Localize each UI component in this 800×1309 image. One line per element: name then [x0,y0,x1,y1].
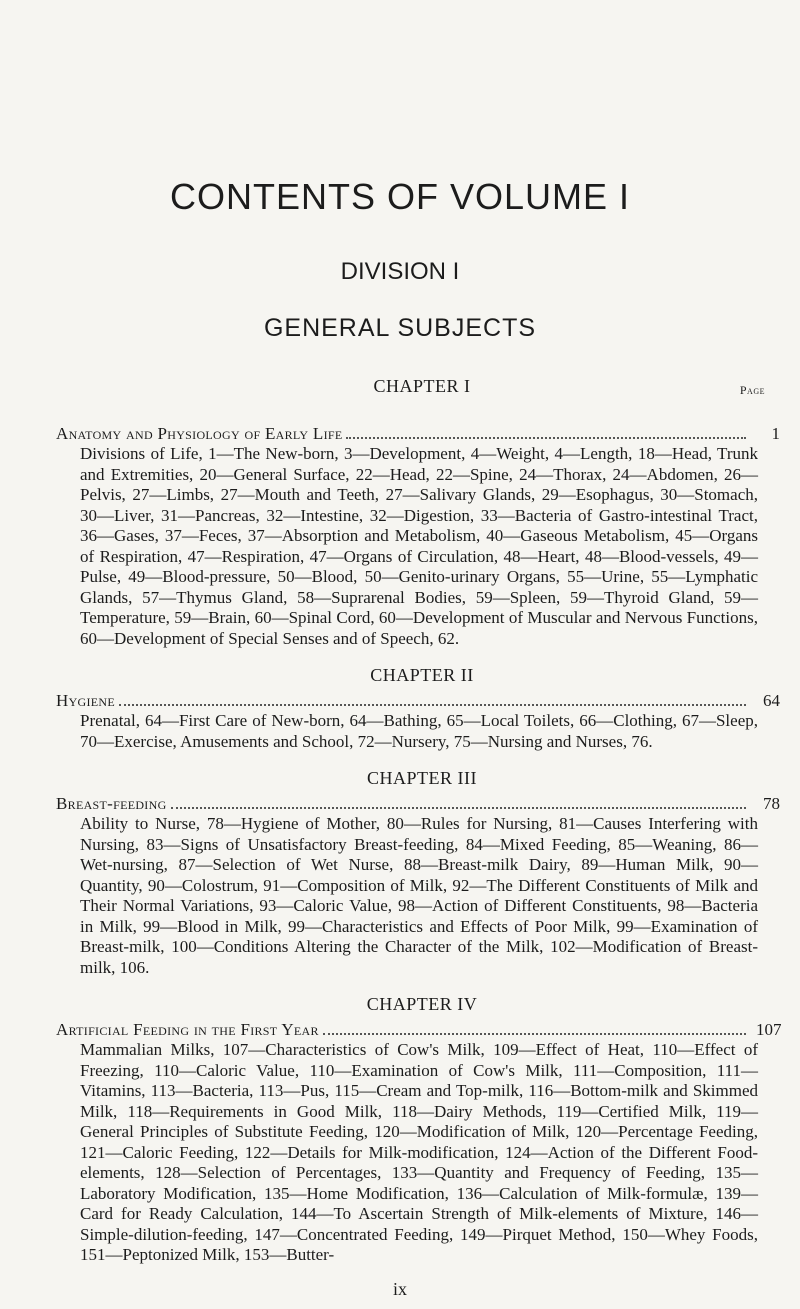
page-column-label: Page [739,383,765,397]
toc-entry[interactable] [56,424,780,444]
entry-title: Artificial Feeding in the First Year [56,1020,319,1039]
dot-leader [119,704,746,706]
chapter-heading: CHAPTER I [373,376,471,396]
chapter-1 [56,374,780,649]
dot-leader [323,1033,746,1035]
toc-entry[interactable] [56,691,780,711]
dot-leader [346,437,746,439]
chapter-heading: CHAPTER III [367,768,477,788]
entry-page-number: 78 [763,794,780,813]
chapter-2 [56,663,780,752]
entry-description: Prenatal, 64—First Care of New-born, 64—Bathing, 65—Local Toilets, 66—Clothing, 67—Sleep, 70—Exercise, Amusements and School, 72—Nursery, 75—Nursing and Nurses, 76. [80,711,758,751]
entry-title: Anatomy and Physiology of Early Life [56,424,343,443]
chapter-heading: CHAPTER II [370,665,474,685]
entry-description: Divisions of Life, 1—The New-born, 3—Development, 4—Weight, 4—Length, 18—Head, Trunk and Extremities, 20—General Surface, 22—Head, 22—Spine, 24—Thorax, 24—Abdomen, 26—Pelvis, 27—Limbs, 27—Mouth and Teeth, 27—Salivary Glands, 29—Esophagus, 30—Stomach, 30—Liver, 31—Pancreas, 32—Intestine, 32—Digestion, 33—Bacteria of Gastro-intestinal Tract, 36—Gases, 37—Feces, 37—Absorption and Metabolism, 40—Gaseous Metabolism, 45—Organs of Respiration, 47—Respiration, 47—Organs of Circulation, 48—Heart, 48—Blood-vessels, 49—Pulse, 49—Blood-pressure, 50—Blood, 50—Genito-urinary Organs, 55—Urine, 55—Lymphatic Glands, 57—Thymus Gland, 58—Suprarenal Bodies, 59—Spleen, 59—Thyroid Gland, 59—Temperature, 59—Brain, 60—Spinal Cord, 60—Development of Muscular and Nervous Functions, 60—Development of Special Senses and of Speech, 62. [80,444,758,648]
chapter-heading: CHAPTER IV [366,994,478,1014]
entry-page-number: 1 [771,424,780,443]
entry-description: Ability to Nurse, 78—Hygiene of Mother, 80—Rules for Nursing, 81—Causes Interfering with Nursing, 83—Signs of Unsatisfactory Breast-feeding, 84—Mixed Feeding, 85—Weaning, 86—Wet-nursing, 87—Selection of Wet Nurse, 88—Breast-milk Dairy, 89—Human Milk, 90—Quantity, 90—Colostrum, 91—Composition of Milk, 92—The Different Constituents of Milk and Their Normal Variations, 93—Caloric Value, 98—Action of Different Constituents, 98—Bacteria in Milk, 99—Blood in Milk, 99—Characteristics and Effects of Poor Milk, 99—Examination of Breast-milk, 100—Conditions Altering the Character of the Milk, 102—Modification of Breast-milk, 106. [80,814,758,977]
page-folio: ix [392,1279,407,1299]
toc-entry[interactable] [56,794,780,814]
dot-leader [171,807,746,809]
division-title: DIVISION I [340,258,460,285]
toc-entry[interactable] [56,1020,782,1040]
entry-title: Hygiene [56,691,116,710]
entry-page-number: 64 [763,691,780,710]
entry-title: Breast-feeding [56,794,167,813]
contents-title: CONTENTS OF VOLUME I [169,176,631,217]
chapter-4 [56,992,782,1266]
table-of-contents [56,374,782,1280]
entry-description: Mammalian Milks, 107—Characteristics of Cow's Milk, 109—Effect of Heat, 110—Effect of Freezing, 110—Caloric Value, 110—Examination of Cow's Milk, 111—Composition, 111—Vitamins, 113—Bacteria, 113—Pus, 115—Cream and Top-milk, 116—Bottom-milk and Skimmed Milk, 118—Requirements in Good Milk, 118—Dairy Methods, 119—Certified Milk, 119—General Principles of Substitute Feeding, 120—Modification of Milk, 120—Percentage Feeding, 121—Caloric Feeding, 122—Details for Milk-modification, 124—Action of the Different Food-elements, 128—Selection of Percentages, 133—Quantity and Frequency of Feeding, 135—Laboratory Modification, 135—Home Modification, 136—Calculation of Milk-formulæ, 139—Card for Ready Calculation, 144—To Ascertain Strength of Milk-elements of Mixture, 146—Simple-dilution-feeding, 147—Concentrated Feeding, 149—Pirquet Method, 150—Whey Foods, 151—Peptonized Milk, 153—Butter- [80,1040,758,1264]
chapter-3 [56,766,780,978]
division-subtitle: GENERAL SUBJECTS [263,314,537,342]
entry-page-number: 107 [756,1020,782,1039]
